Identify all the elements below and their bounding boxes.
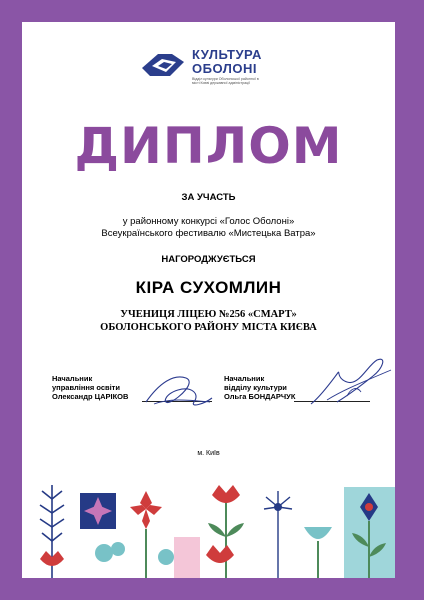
red-star-flower-icon <box>130 491 162 529</box>
city-label: м. Київ <box>197 450 220 457</box>
logo-title-line2: ОБОЛОНІ <box>192 61 257 76</box>
logo-subtitle: Відділ культури Оболонської районної в місті Києві державної адміністрації <box>192 77 259 86</box>
diploma-sheet <box>22 22 395 578</box>
contest-description <box>22 216 395 240</box>
school-line-1: УЧЕНИЦЯ ЛІЦЕЮ №256 «СМАРТ» <box>120 309 297 320</box>
school-info <box>22 308 395 334</box>
school-line-2: ОБОЛОНСЬКОГО РАЙОНУ МІСТА КИЄВА <box>100 322 317 333</box>
teal-flower-icon <box>95 542 174 565</box>
signature-right-icon <box>307 352 395 412</box>
signatory-right-line1: Начальник <box>224 374 265 383</box>
signatory-right-name: Ольга БОНДАРЧУК <box>224 392 296 401</box>
signatory-right <box>224 374 295 401</box>
diploma-title: ДИПЛОМ <box>74 117 343 175</box>
signatory-left <box>52 374 128 401</box>
recipient-name: КІРА СУХОМЛИН <box>135 278 282 297</box>
signatory-left-line1: Начальник <box>52 374 93 383</box>
signature-left-icon <box>140 368 220 413</box>
logo-title <box>192 48 262 76</box>
tall-tulip-icon <box>212 485 240 503</box>
logo-title-line1: КУЛЬТУРА <box>192 47 262 62</box>
signatory-right-line2: відділу культури <box>224 383 287 392</box>
participation-label: ЗА УЧАСТЬ <box>181 192 236 203</box>
floral-pattern <box>22 477 395 578</box>
teal-cup-flower-icon <box>304 527 332 539</box>
contest-line-2: Всеукраїнського фестивалю «Мистецька Ватра» <box>101 228 316 239</box>
signatory-left-line2: управління освіти <box>52 383 120 392</box>
tulip-icon <box>206 545 234 563</box>
contest-line-1: у районному конкурсі «Голос Оболоні» <box>122 216 295 227</box>
logo-mark-icon <box>140 50 186 80</box>
awarded-label: НАГОРОДЖУЄТЬСЯ <box>161 254 256 265</box>
pink-block <box>174 537 200 578</box>
signatory-left-name: Олександр ЦАРІКОВ <box>52 392 129 401</box>
logo <box>140 46 310 98</box>
